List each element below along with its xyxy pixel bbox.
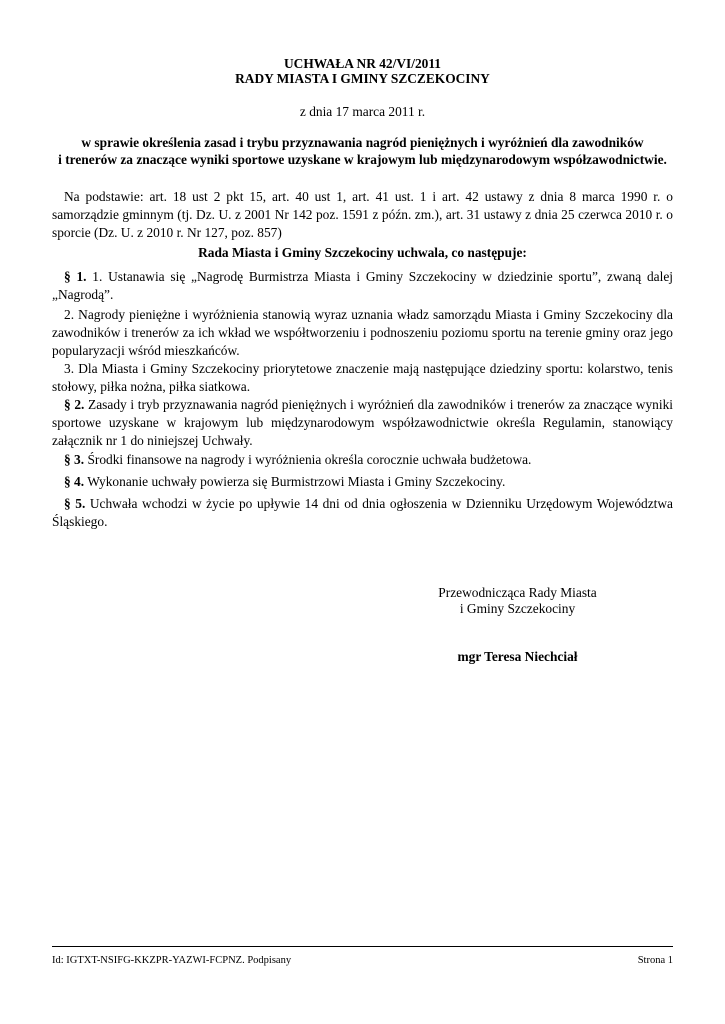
signatory-name: mgr Teresa Niechciał xyxy=(457,649,578,664)
signatory-role-line-2: i Gminy Szczekociny xyxy=(459,601,576,616)
section-1-paragraph-1 xyxy=(52,268,673,304)
subject-line-1: w sprawie określenia zasad i trybu przyznawania nagród pieniężnych i wyróżnień dla zawodników xyxy=(81,135,644,150)
section-3-paragraph xyxy=(52,451,673,469)
section-1-paragraph-3: 3. Dla Miasta i Gminy Szczekociny priorytetowe znaczenie mają następujące dziedziny sportu: kolarstwo, tenis stołowy, piłka nożna, piłka siatkowa. xyxy=(52,361,673,394)
document-subject xyxy=(40,134,685,168)
document-title: UCHWAŁA NR 42/VI/2011 xyxy=(284,56,441,71)
section-5-paragraph xyxy=(52,495,673,531)
section-4-paragraph xyxy=(52,473,673,491)
footer-page-number: Strona 1 xyxy=(637,955,673,966)
section-3-text: Środki finansowe na nagrody i wyróżnienia określa corocznie uchwała budżetowa. xyxy=(84,452,532,467)
section-1-paragraph-2: 2. Nagrody pieniężne i wyróżnienia stanowią wyraz uznania władz samorządu Miasta i Gminy Szczekociny dla zawodników i trenerów za ich wkład we współtworzeniu i podnoszeniu poziomu sportu na terenie gminy oraz jego popularyzacji wśród mieszkańców. xyxy=(52,307,673,358)
legal-basis-paragraph: Na podstawie: art. 18 ust 2 pkt 15, art. 40 ust 1, art. 41 ust. 1 i art. 42 ustawy z dnia 8 marca 1990 r. o samorządzie gminnym (tj. Dz. U. z 2001 Nr 142 poz. 1591 z późn. zm.), art. 31 ustawy z dnia 25 czerwca 2010 r. o sporcie (Dz. U. z 2010 r. Nr 127, poz. 857) xyxy=(52,189,673,240)
subject-line-2: i trenerów za znaczące wyniki sportowe uzyskane w krajowym lub międzynarodowym współzawodnictwie. xyxy=(58,152,667,167)
section-2-text: Zasady i tryb przyznawania nagród pieniężnych i wyróżnień dla zawodników i trenerów za znaczące wyniki sportowe uzyskane w krajowym lub międzynarodowym współzawodnictwie określa Regulamin, stanowiący załącznik nr 1 do niniejszej Uchwały. xyxy=(52,397,673,448)
document-issuer: RADY MIASTA I GMINY SZCZEKOCINY xyxy=(235,71,490,86)
section-1-label: § 1. xyxy=(64,269,87,284)
section-4-text: Wykonanie uchwały powierza się Burmistrzowi Miasta i Gminy Szczekociny. xyxy=(84,474,506,489)
section-5-text: Uchwała wchodzi w życie po upływie 14 dni od dnia ogłoszenia w Dzienniku Urzędowym Województwa Śląskiego. xyxy=(52,496,674,529)
section-2-label: § 2. xyxy=(64,397,85,412)
signatory-role-line-1: Przewodnicząca Rady Miasta xyxy=(438,585,597,600)
section-5-label: § 5. xyxy=(64,496,86,511)
section-1-text: 1. Ustanawia się „Nagrodę Burmistrza Miasta i Gminy Szczekociny w dziedzinie sportu”, zwaną dalej „Nagrodą”. xyxy=(52,269,673,302)
section-4-label: § 4. xyxy=(64,474,85,489)
resolution-intro: Rada Miasta i Gminy Szczekociny uchwala, co następuje: xyxy=(198,245,527,260)
footer-document-id: Id: IGTXT-NSIFG-KKZPR-YAZWI-FCPNZ. Podpisany xyxy=(52,955,292,966)
section-3-label: § 3. xyxy=(64,452,85,467)
section-2-paragraph xyxy=(52,396,673,450)
footer-divider xyxy=(52,946,673,947)
document-date: z dnia 17 marca 2011 r. xyxy=(299,104,426,119)
